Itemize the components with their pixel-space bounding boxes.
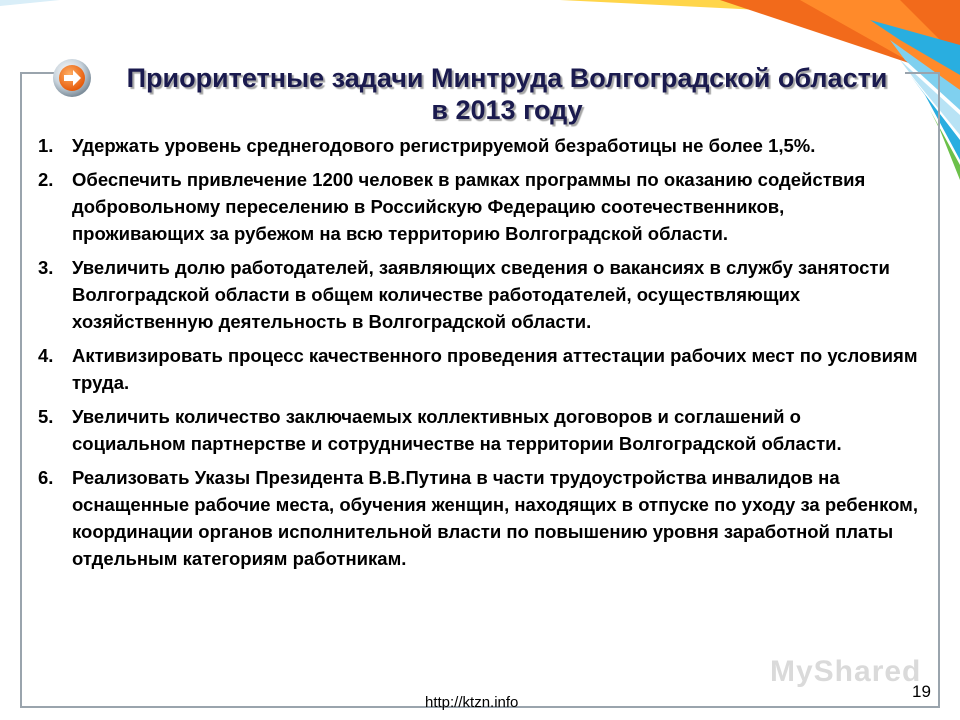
list-item (38, 342, 918, 396)
watermark-logo: MyShared (770, 655, 922, 688)
item-number: 5. (38, 406, 54, 427)
list-item (38, 403, 918, 457)
item-number: 1. (38, 135, 54, 156)
item-text: Активизировать процесс качественного проведения аттестации рабочих мест по условиям труда. (72, 345, 918, 393)
item-number: 3. (38, 257, 54, 278)
frame-line (20, 72, 22, 708)
footer-url[interactable]: http://ktzn.info (425, 694, 519, 711)
item-text: Увеличить долю работодателей, заявляющих сведения о вакансиях в службу занятости Волгоградской области в общем количестве работодателей, осуществляющих хозяйственную деятельность в Волгоградской области. (72, 257, 890, 332)
item-text: Увеличить количество заключаемых коллективных договоров и соглашений о социальном партнерстве и сотрудничестве на территории Волгоградской области. (72, 406, 842, 454)
item-text: Обеспечить привлечение 1200 человек в рамках программы по оказанию содействия добровольному переселению в Российскую Федерацию соотечественников, проживающих за рубежом на всю территорию Волгоградской области. (72, 169, 866, 244)
title-line-2: в 2013 году (431, 95, 583, 125)
list-item (38, 132, 918, 159)
item-number: 6. (38, 467, 54, 488)
arrow-circle-icon (52, 58, 92, 98)
page-number: 19 (912, 682, 931, 701)
priorities-list (38, 132, 918, 579)
slide-title (92, 62, 922, 126)
title-line-1: Приоритетные задачи Минтруда Волгоградской области (126, 63, 888, 93)
list-item (38, 166, 918, 247)
item-text: Реализовать Указы Президента В.В.Путина в части трудоустройства инвалидов на оснащенные рабочие места, обучения женщин, находящих в отпуске по уходу за ребенком, координации органов исполнительной власти по повышению уровня заработной платы отдельным категориям работникам. (72, 467, 918, 569)
frame-line (938, 72, 940, 708)
list-item (38, 464, 918, 572)
item-number: 2. (38, 169, 54, 190)
item-number: 4. (38, 345, 54, 366)
item-text: Удержать уровень среднегодового регистрируемой безработицы не более 1,5%. (72, 135, 816, 156)
list-item (38, 254, 918, 335)
